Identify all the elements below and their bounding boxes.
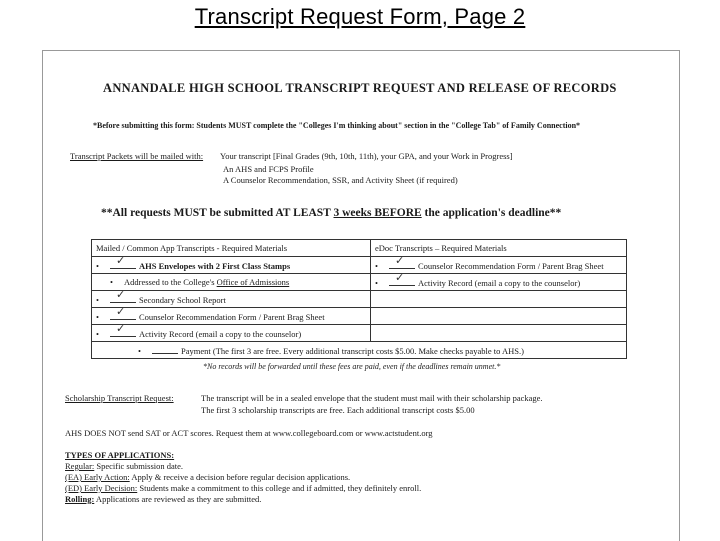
test-scores-note: AHS DOES NOT send SAT or ACT scores. Request them at www.collegeboard.com or www.actstudent.org: [65, 428, 433, 438]
packets-line-3: A Counselor Recommendation, SSR, and Activity Sheet (if required): [223, 175, 458, 185]
checkbox-blank: [110, 307, 136, 320]
edoc-activity-cell: [371, 274, 627, 291]
activity-cell: [92, 325, 371, 342]
type-early-action: [65, 472, 350, 482]
scholarship-line-2: The first 3 scholarship transcripts are free. Each additional transcript costs $5.00: [201, 405, 475, 415]
bullet: •: [96, 261, 99, 271]
table-row: [92, 325, 627, 342]
checkbox-blank: [110, 256, 136, 269]
type-rolling-label: Rolling:: [65, 494, 95, 504]
scanned-form: [42, 50, 680, 541]
fee-fine-print: *No records will be forwarded until these fees are paid, even if the deadlines remain unmet.*: [203, 362, 501, 371]
bullet: •: [96, 295, 99, 305]
check-icon: ✓: [395, 273, 405, 284]
payment-cell: [92, 342, 627, 359]
form-header: ANNANDALE HIGH SCHOOL TRANSCRIPT REQUEST AND RELEASE OF RECORDS: [103, 81, 617, 95]
packets-label: Transcript Packets will be mailed with:: [70, 151, 204, 161]
envelopes-item: AHS Envelopes with 2 First Class Stamps: [139, 261, 291, 271]
check-icon: ✓: [116, 307, 126, 318]
form-instruction-note: *Before submitting this form: Students MUST complete the "Colleges I'm thinking about" section in the "College Tab" of Family Connection*: [93, 121, 581, 130]
table-row: [92, 291, 627, 308]
table-row: [92, 342, 627, 359]
checkbox-blank: [110, 290, 136, 303]
type-regular-text: Specific submission date.: [94, 461, 184, 471]
type-rolling-text: Applications are reviewed as they are submitted.: [94, 494, 262, 504]
type-ed-text: Students make a commitment to this college and if admitted, they definitely enroll.: [137, 483, 422, 493]
packets-line-1: Your transcript [Final Grades (9th, 10th, 11th), your GPA, and your Work in Progress]: [220, 151, 513, 161]
packets-line-2: An AHS and FCPS Profile: [223, 164, 314, 174]
required-materials-table: [91, 239, 627, 359]
ssr-item: Secondary School Report: [139, 295, 226, 305]
bullet: •: [138, 346, 141, 356]
type-ea-label: (EA) Early Action:: [65, 472, 130, 482]
table-row: [92, 308, 627, 325]
warning-emphasis: 3 weeks BEFORE: [333, 207, 422, 219]
scholarship-label: Scholarship Transcript Request:: [65, 393, 174, 403]
check-icon: ✓: [116, 290, 126, 301]
checkbox-blank: [110, 324, 136, 337]
checkbox-blank: [152, 344, 178, 354]
counselor-item: Counselor Recommendation Form / Parent Brag Sheet: [139, 312, 325, 322]
ssr-cell: [92, 291, 371, 308]
check-icon: ✓: [116, 324, 126, 335]
table-row: [92, 240, 627, 257]
empty-cell: [371, 308, 627, 325]
bullet: •: [96, 329, 99, 339]
addressed-cell: [92, 274, 371, 291]
empty-cell: [371, 325, 627, 342]
bullet: •: [375, 278, 378, 288]
payment-item: Payment (The first 3 are free. Every additional transcript costs $5.00. Make checks payable to AHS.): [181, 346, 524, 356]
type-rolling: [65, 494, 261, 504]
office-of-admissions: Office of Admissions: [216, 277, 290, 287]
type-early-decision: [65, 483, 421, 493]
edoc-counselor-cell: [371, 257, 627, 274]
type-ed-label: (ED) Early Decision:: [65, 483, 138, 493]
type-regular: [65, 461, 183, 471]
checkbox-blank: [389, 273, 415, 286]
type-regular-label: Regular:: [65, 461, 95, 471]
check-icon: ✓: [116, 256, 126, 267]
bullet: •: [375, 261, 378, 271]
slide-title: Transcript Request Form, Page 2: [194, 4, 526, 29]
addressed-prefix: Addressed to the College's: [124, 277, 217, 287]
types-heading: TYPES OF APPLICATIONS:: [65, 450, 175, 460]
edoc-counselor-item: Counselor Recommendation Form / Parent Brag Sheet: [418, 261, 604, 271]
deadline-warning: [101, 207, 561, 219]
right-column-header: eDoc Transcripts – Required Materials: [371, 240, 627, 257]
left-column-header: Mailed / Common App Transcripts - Required Materials: [92, 240, 371, 257]
table-row: [92, 257, 627, 274]
warning-suffix: the application's deadline**: [421, 207, 562, 219]
scholarship-line-1: The transcript will be in a sealed envelope that the student must mail with their scholarship package.: [201, 393, 543, 403]
warning-prefix: **All requests MUST be submitted AT LEAST: [101, 207, 334, 219]
edoc-activity-item: Activity Record (email a copy to the counselor): [418, 278, 581, 288]
check-icon: ✓: [395, 256, 405, 267]
empty-cell: [371, 291, 627, 308]
activity-item: Activity Record (email a copy to the counselor): [139, 329, 302, 339]
table-row: [92, 274, 627, 291]
type-ea-text: Apply & receive a decision before regular decision applications.: [129, 472, 351, 482]
counselor-cell: [92, 308, 371, 325]
bullet: •: [110, 277, 113, 287]
bullet: •: [96, 312, 99, 322]
checkbox-blank: [389, 256, 415, 269]
envelopes-cell: [92, 257, 371, 274]
